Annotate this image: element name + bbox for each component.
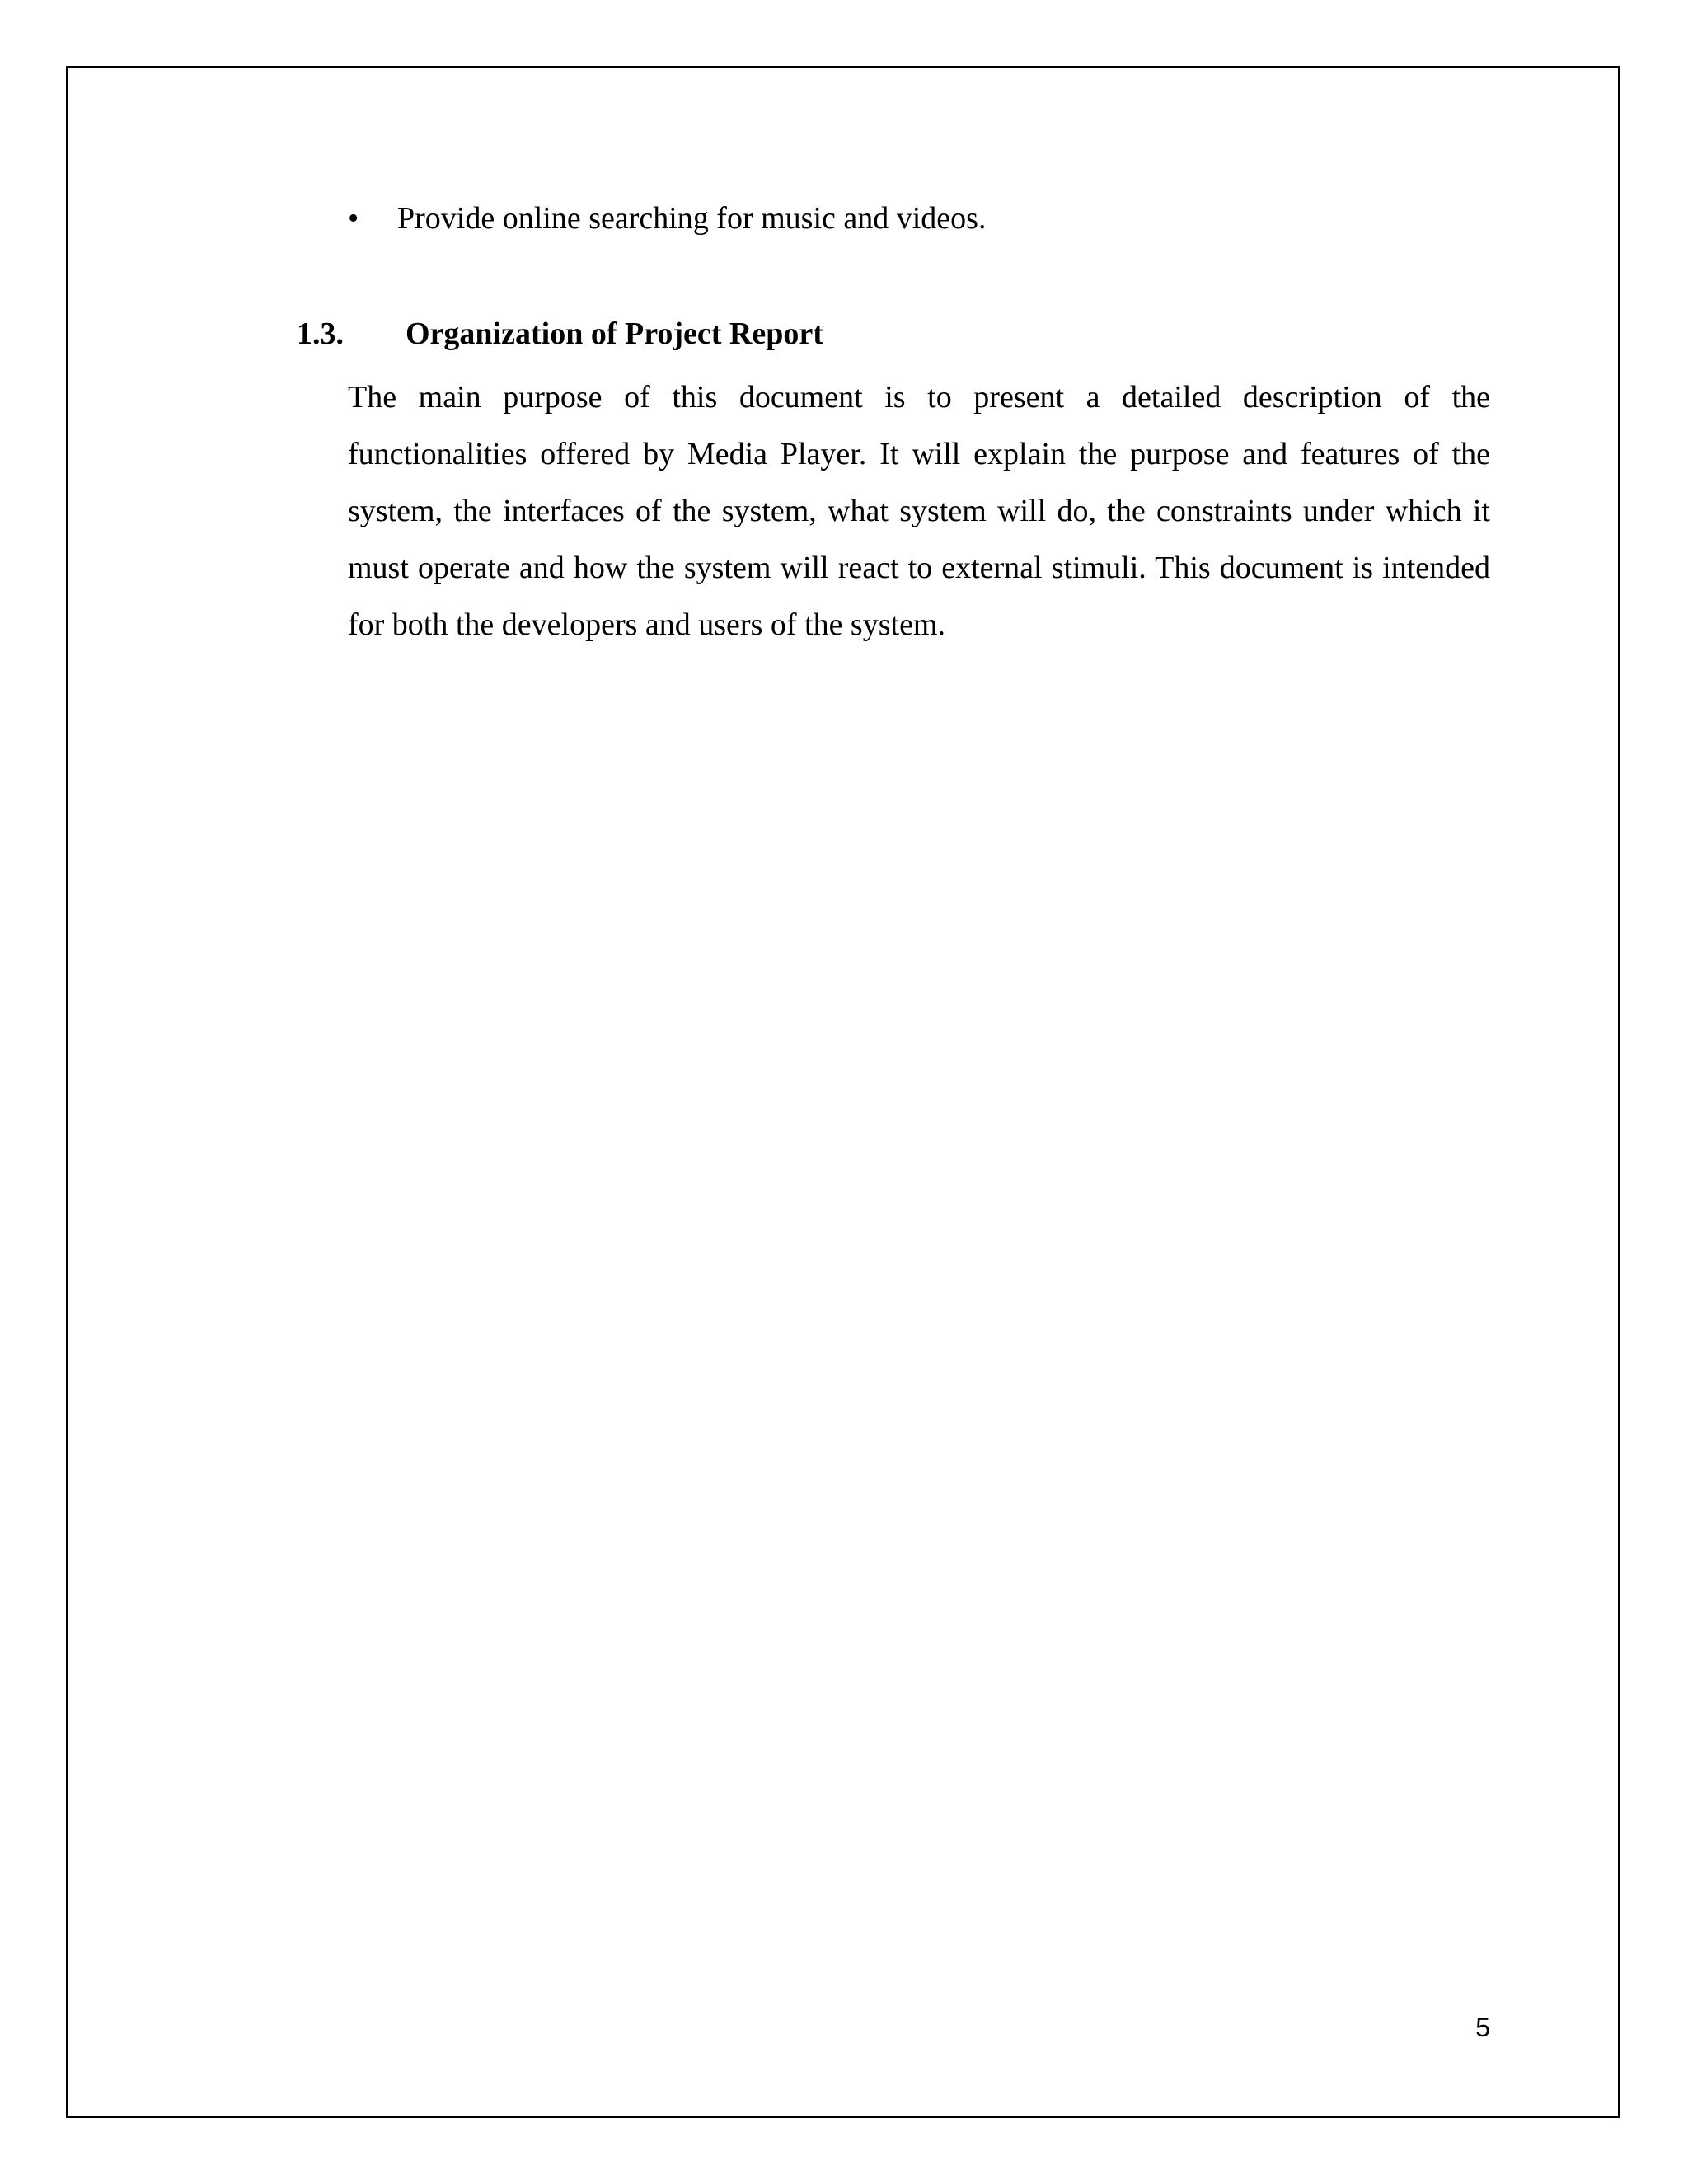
page-number: 5 (1475, 2013, 1490, 2042)
section-title: Organization of Project Report (406, 316, 823, 351)
bullet-icon: • (348, 201, 359, 236)
section-number: 1.3. (297, 316, 344, 351)
body-paragraph: The main purpose of this document is to present a detailed description of the functionalities offered by Media Player. It will explain the purpose and features of the system, the interfaces of the system, what system will do, the constraints under which it must operate and how the system will react to external stimuli. This document is intended for both the developers and users of the system. (348, 380, 1490, 642)
list-item-text: Provide online searching for music and videos. (397, 201, 987, 236)
